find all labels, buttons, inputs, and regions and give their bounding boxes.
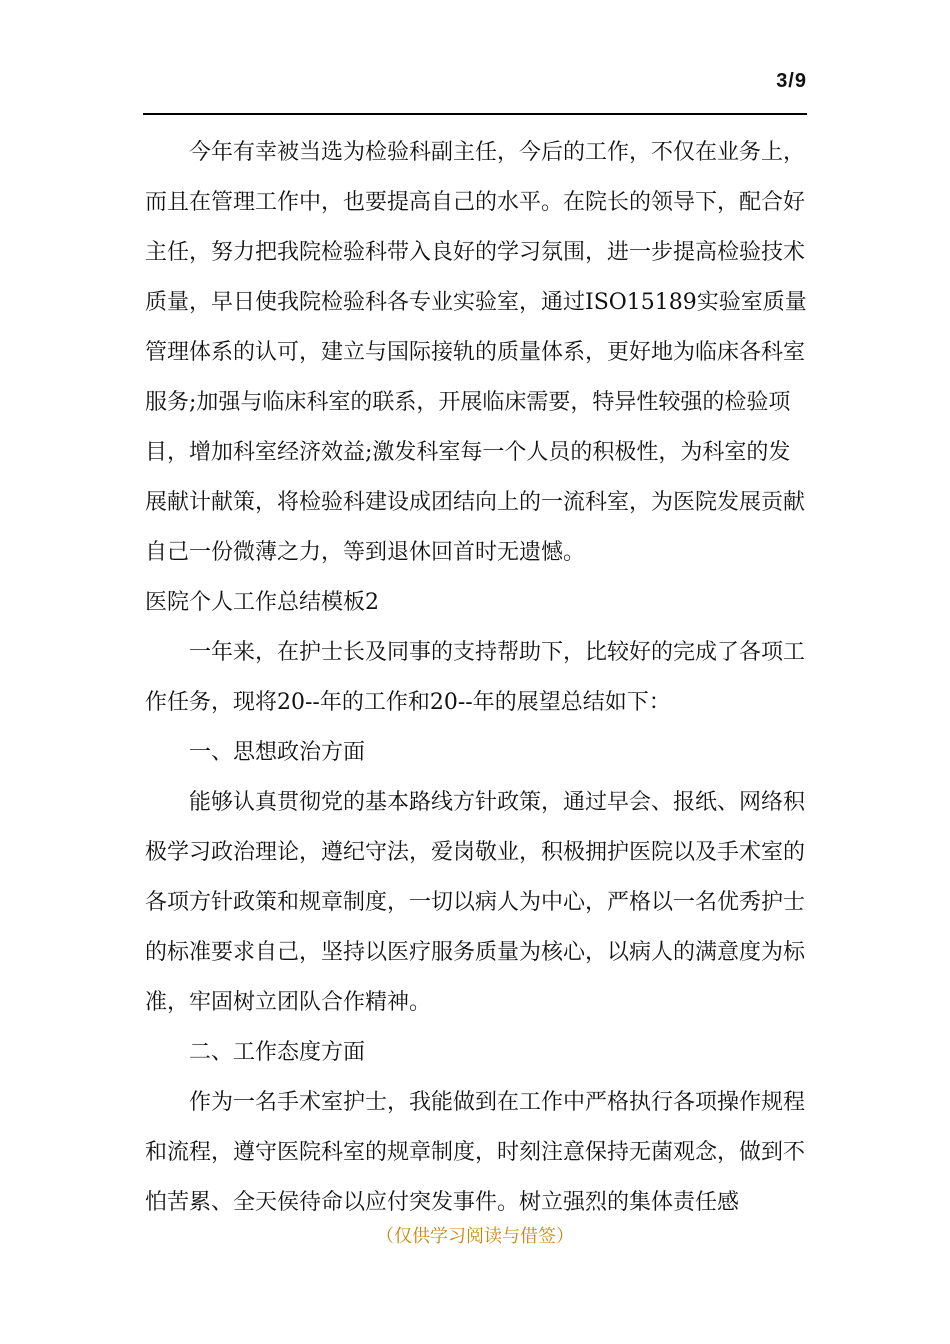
paragraph-work-attitude: 作为一名手术室护士，我能做到在工作中严格执行各项操作规程和流程，遵守医院科室的规章制度，时刻注意保持无菌观念，做到不怕苦累、全天侯待命以应付突发事件。树立强烈的集体责任感 — [145, 1090, 806, 1215]
heading-political-thought: 一、思想政治方面 — [189, 740, 366, 765]
paragraph-political-thought: 能够认真贯彻党的基本路线方针政策，通过早会、报纸、网络积极学习政治理论，遵纪守法，爱岗敬业，积极拥护医院以及手术室的各项方针政策和规章制度，一切以病人为中心，严格以一名优秀护士的标准要求自己，坚持以医疗服务质量为核心，以病人的满意度为标准，牢固树立团队合作精神。 — [145, 790, 806, 1015]
page-number: 3/9 — [776, 70, 807, 92]
document-body — [145, 128, 807, 1228]
paragraph-year-summary-intro: 一年来，在护士长及同事的支持帮助下，比较好的完成了各项工作任务，现将20--年的工作和20--年的展望总结如下： — [145, 640, 806, 715]
header-divider — [143, 113, 807, 115]
section-title-template-2: 医院个人工作总结模板2 — [145, 590, 379, 615]
footer-disclaimer: （仅供学习阅读与借签） — [376, 1226, 574, 1247]
paragraph-vice-director: 今年有幸被当选为检验科副主任，今后的工作，不仅在业务上，而且在管理工作中，也要提高自己的水平。在院长的领导下，配合好主任，努力把我院检验科带入良好的学习氛围，进一步提高检验技术质量，早日使我院检验科各专业实验室，通过ISO15189实验室质量管理体系的认可，建立与国际接轨的质量体系，更好地为临床各科室服务;加强与临床科室的联系，开展临床需要，特异性较强的检验项目，增加科室经济效益;激发科室每一个人员的积极性，为科室的发展献计献策，将检验科建设成团结向上的一流科室，为医院发展贡献自己一份微薄之力，等到退休回首时无遗憾。 — [145, 140, 807, 565]
heading-work-attitude: 二、工作态度方面 — [189, 1040, 366, 1065]
